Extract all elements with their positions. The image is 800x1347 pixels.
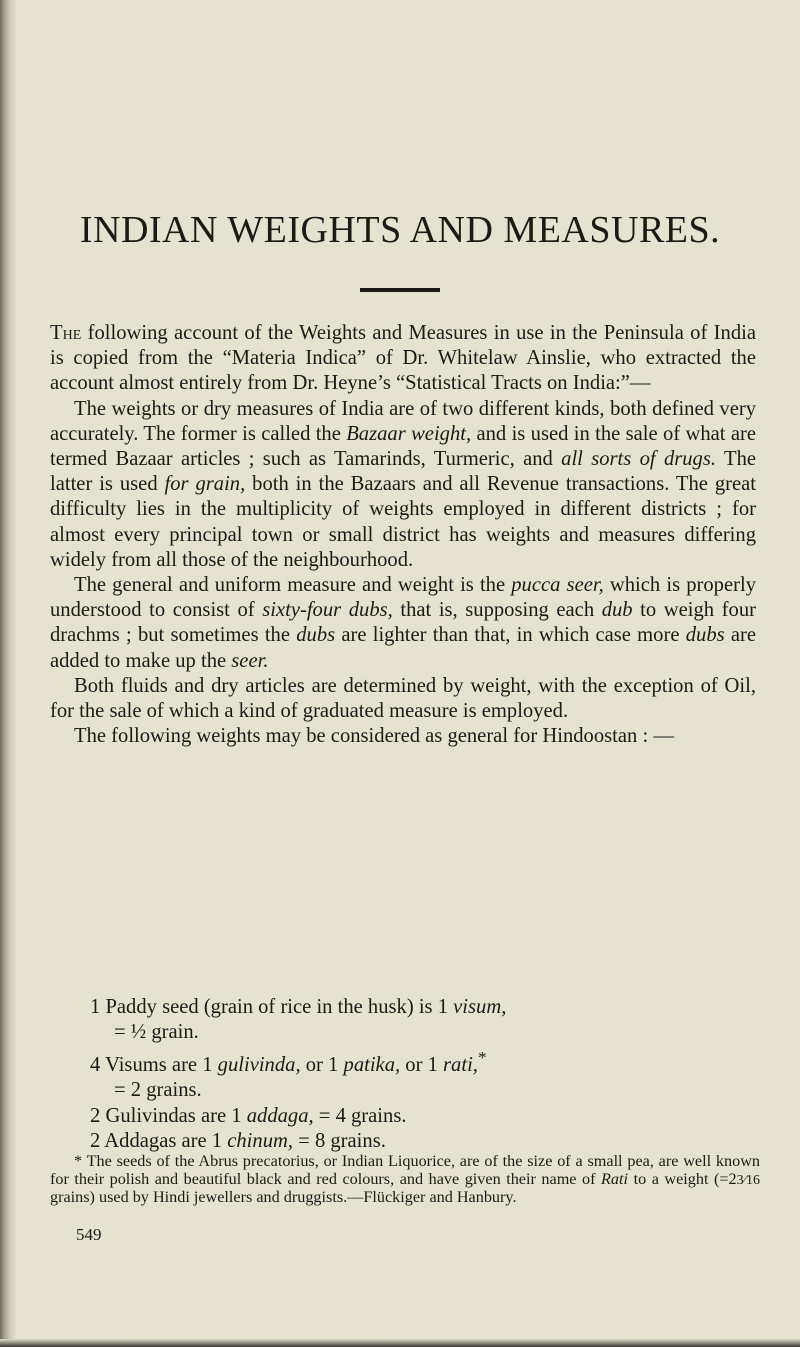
text-run: The latter is used bbox=[50, 448, 757, 496]
text-run: both in the Bazaars and all Revenue transactions. The great difficulty lies in the multiplicity of weights employed in different districts ; for almost every principal town or small district has weights and measures differing widely from all those of the neighbourhood. bbox=[50, 473, 756, 571]
italic-run: chinum, bbox=[227, 1129, 294, 1152]
text-run: are added to make up the bbox=[50, 624, 756, 672]
footnote-marker: * bbox=[477, 1048, 487, 1068]
text-run: = 4 grains. bbox=[313, 1104, 407, 1127]
italic-run: gulivinda, bbox=[217, 1054, 301, 1077]
text-run: to a weight (=2 bbox=[628, 1169, 737, 1188]
text-run: grains) used by Hindi jewellers and druggists.—Flückiger and Hanbury. bbox=[50, 1188, 517, 1207]
italic-run: seer. bbox=[231, 649, 269, 672]
main-text bbox=[50, 321, 756, 749]
italic-run: pucca seer, bbox=[511, 574, 604, 597]
italic-run: addaga, bbox=[246, 1104, 314, 1127]
italic-run: all sorts of drugs. bbox=[561, 448, 717, 471]
italic-run: for grain, bbox=[164, 473, 246, 496]
title-rule bbox=[360, 288, 440, 292]
page-bottom-edge bbox=[0, 1339, 800, 1347]
italic-run: Rati bbox=[601, 1169, 629, 1188]
page-binding-edge bbox=[0, 0, 16, 1347]
seer-paragraph bbox=[50, 573, 756, 674]
text-run: are lighter than that, in which case more bbox=[335, 624, 686, 647]
fraction: ½ bbox=[130, 1021, 147, 1044]
list-item-continuation: = 2 grains. bbox=[114, 1079, 202, 1102]
italic-run: visum, bbox=[453, 996, 507, 1018]
list-item bbox=[90, 1129, 750, 1154]
fluids-paragraph: Both fluids and dry articles are determined by weight, with the exception of Oil, for the sale of which a kind of graduated measure is employed. bbox=[50, 674, 756, 723]
text-run: The weights or dry measures of India are of two different kinds, both defined very accurately. The former is called the bbox=[50, 397, 756, 445]
italic-run: dub bbox=[601, 599, 633, 622]
fraction: 3⁄16 bbox=[736, 1172, 760, 1188]
weights-list bbox=[90, 995, 750, 1154]
text-run: that is, supposing each bbox=[392, 599, 602, 622]
text-run: 2 Gulivindas are 1 bbox=[90, 1104, 247, 1127]
text-run: or 1 bbox=[400, 1054, 444, 1077]
weights-paragraph bbox=[50, 397, 756, 573]
text-run: which is properly understood to consist of bbox=[50, 574, 756, 622]
italic-run: rati, bbox=[443, 1054, 478, 1077]
intro-text: following account of the Weights and Measures in use in the Peninsula of India is copied from the “Materia Indica” of Dr. Whitelaw Ainslie, who extracted the account almost entirely from Dr. Heyne’s “Statistical Tracts on India:”— bbox=[50, 322, 756, 395]
text-run: = 8 grains. bbox=[293, 1129, 386, 1152]
list-item-continuation bbox=[90, 1020, 750, 1045]
list-item bbox=[90, 1104, 750, 1129]
text-run: The general and uniform measure and weight is the bbox=[74, 574, 512, 597]
list-item bbox=[90, 1045, 750, 1078]
intro-dropcap: The bbox=[50, 322, 82, 344]
footnote-text bbox=[50, 1153, 760, 1207]
italic-run: patika, bbox=[343, 1054, 401, 1077]
italic-run: dubs bbox=[685, 624, 725, 647]
text-run: to weigh four drachms ; but sometimes the bbox=[50, 599, 756, 647]
italic-run: dubs bbox=[296, 624, 336, 647]
italic-run: sixty-four dubs, bbox=[262, 599, 393, 622]
page-title: INDIAN WEIGHTS AND MEASURES. bbox=[79, 209, 721, 251]
list-intro-paragraph: The following weights may be considered as general for Hindoostan : — bbox=[74, 725, 674, 748]
text-run: grain. bbox=[146, 1021, 199, 1044]
text-run: 1 Paddy seed (grain of rice in the husk) is 1 bbox=[90, 996, 454, 1018]
text-run: 4 Visums are 1 bbox=[90, 1054, 218, 1077]
list-item bbox=[90, 995, 750, 1020]
footnote bbox=[50, 1153, 760, 1207]
intro-paragraph bbox=[50, 321, 756, 397]
text-run: and is used in the sale of what are termed Bazaar articles ; such as Tamarinds, Turmeric, and bbox=[50, 422, 756, 471]
text-run: * The seeds of the Abrus precatorius, or Indian Liquorice, are of the size of a small pea, are well known for their polish and beautiful black and red colours, and have given their name of bbox=[50, 1152, 760, 1188]
italic-run: Bazaar weight, bbox=[346, 422, 472, 445]
text-run: or 1 bbox=[300, 1054, 344, 1077]
text-run: 2 Addagas are 1 bbox=[90, 1129, 228, 1152]
text-run: = bbox=[114, 1021, 131, 1044]
page-number: 549 bbox=[76, 1225, 102, 1244]
